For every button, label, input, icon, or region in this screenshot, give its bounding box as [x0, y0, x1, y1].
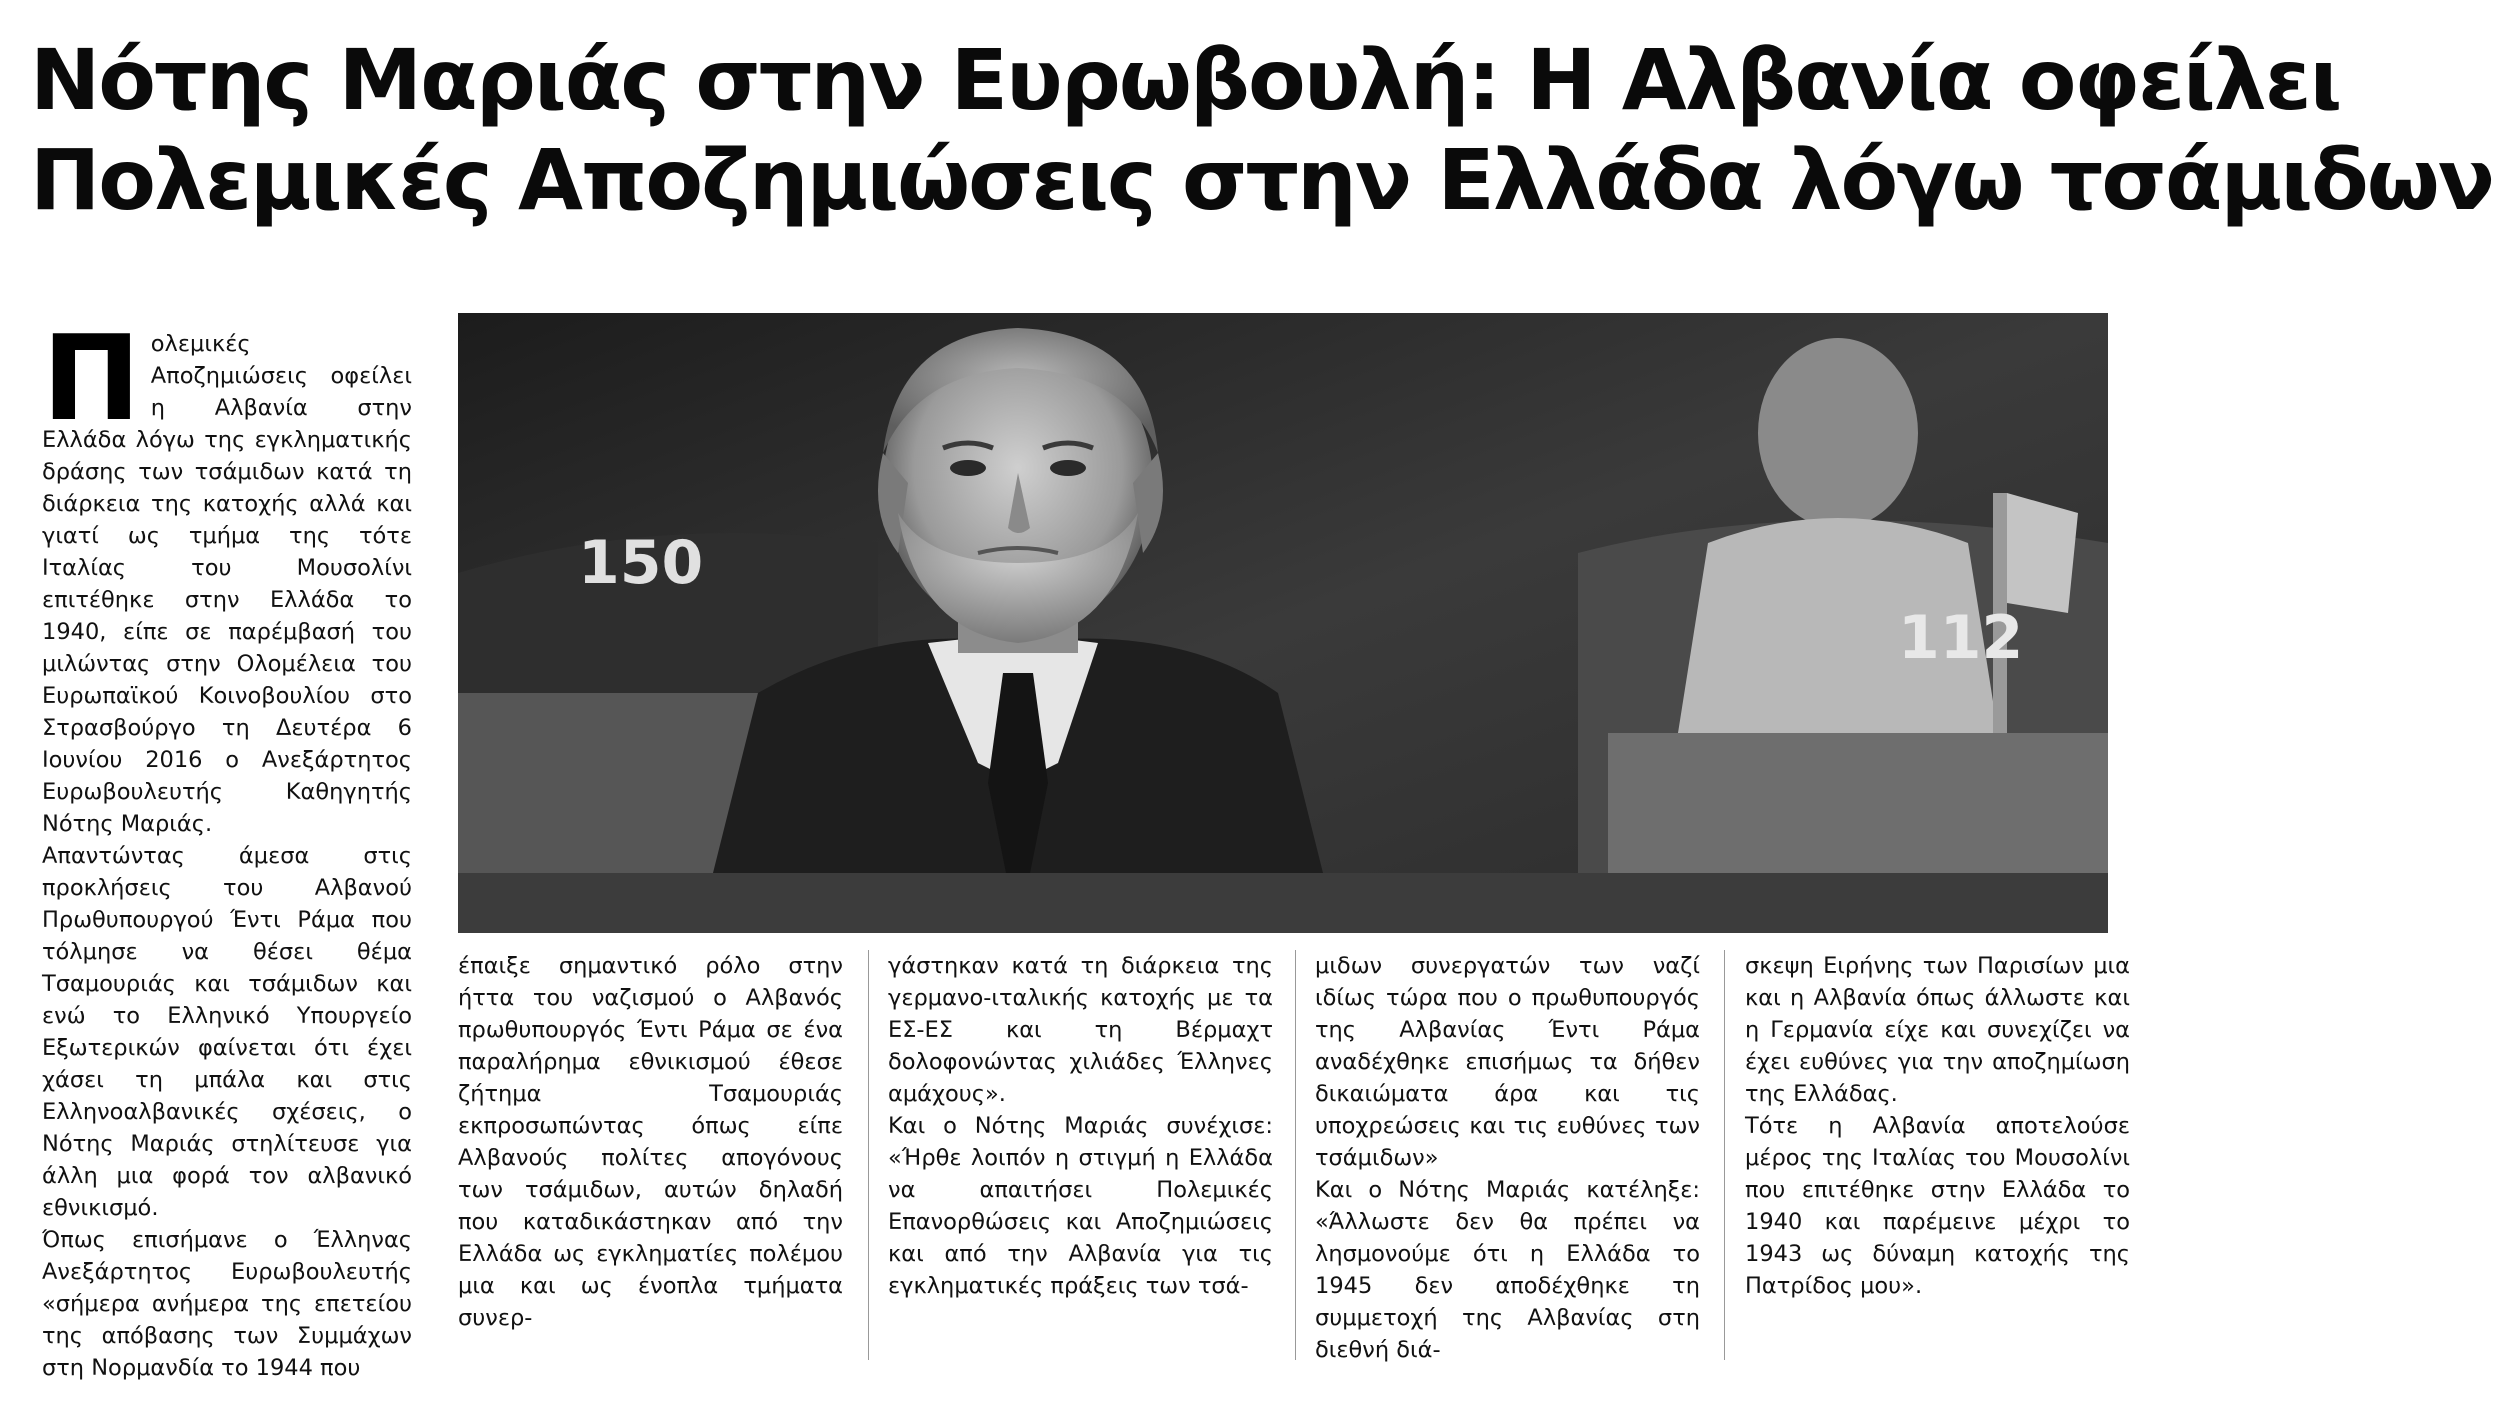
column-divider	[1295, 950, 1296, 1360]
article-paragraph: Τότε η Αλβανία αποτελούσε μέρος της Ιταλίας του Μουσολίνι που επιτέθηκε στην Ελλάδα το 1940 και παρέμεινε μέχρι το 1943 ως δύναμη κατοχής της Πατρίδος μου».	[1745, 1113, 2130, 1299]
article-column-2	[458, 950, 843, 1334]
drop-cap: Π	[42, 309, 141, 447]
article-paragraph: Απαντώντας άμεσα στις προκλήσεις του Αλβανού Πρωθυπουργού Έντι Ράμα που τόλμησε να θέσει θέμα Τσαμουριάς και τσάμιδων και ενώ το Ελληνικό Υπουργείο Εξωτερικών φαίνεται ότι έχει χάσει τη μπάλα και στις Ελληνοαλβανικές σχέσεις, ο Νότης Μαριάς στηλίτευσε για άλλη μια φορά τον αλβανικό εθνικισμό.	[42, 843, 412, 1221]
article-paragraph: έπαιξε σημαντικό ρόλο στην ήττα του ναζισμού ο Αλβανός πρωθυπουργός Έντι Ράμα σε ένα παραλήρημα εθνικισμού έθεσε ζήτημα Τσαμουριάς εκπροσωπώντας όπως είπε Αλβανούς πολίτες απογόνους των τσάμιδων, αυτών δηλαδή που καταδικάστηκαν από την Ελλάδα ως εγκληματίες πολέμου μια και ως ένοπλα τμήματα συνερ-	[458, 953, 843, 1331]
column-divider	[868, 950, 869, 1360]
article-column-1	[42, 309, 412, 1384]
article-paragraph: Και ο Νότης Μαριάς κατέληξε: «Άλλωστε δεν θα πρέπει να λησμονούμε ότι η Ελλάδα το 1945 δεν αποδέχθηκε τη συμμετοχή της Αλβανίας στη διεθνή διά-	[1315, 1177, 1700, 1363]
article-column-3	[888, 950, 1273, 1302]
desk-number-right: 112	[1898, 603, 2024, 673]
article-column-5	[1745, 950, 2130, 1302]
article-paragraph: μιδων συνεργατών των ναζί ιδίως τώρα που ο πρωθυπουργός της Αλβανίας Έντι Ράμα αναδέχθηκε επισήμως τα δήθεν δικαιώματα άρα και τις υποχρεώσεις και τις ευθύνες των τσάμιδων»	[1315, 953, 1700, 1171]
article-photo	[458, 313, 2108, 933]
article-paragraph: γάστηκαν κατά τη διάρκεια της γερμανο-ιταλικής κατοχής με τα ΕΣ-ΕΣ και τη Βέρμαχτ δολοφονώντας χιλιάδες Έλληνες αμάχους».	[888, 953, 1273, 1107]
headline-line-2: Πολεμικές Αποζημιώσεις στην Ελλάδα λόγω τσάμιδων	[30, 131, 2493, 229]
headline	[30, 30, 2493, 230]
article-paragraph: Όπως επισήμανε ο Έλληνας Ανεξάρτητος Ευρωβουλευτής «σήμερα ανήμερα της επετείου της απόβασης των Συμμάχων στη Νορμανδία το 1944 που	[42, 1227, 412, 1381]
article-paragraph: Και ο Νότης Μαριάς συνέχισε: «Ήρθε λοιπόν η στιγμή η Ελλάδα να απαιτήσει Πολεμικές Επανορθώσεις και Αποζημιώσεις και από την Αλβανία για τις εγκληματικές πράξεις των τσά-	[888, 1113, 1273, 1299]
article-paragraph	[42, 309, 412, 840]
paragraph-text: ολεμικές Αποζημιώσεις οφείλει η Αλβανία στην Ελλάδα λόγω της εγκληματικής δράσης των τσάμιδων κατά τη διάρκεια της κατοχής αλλά και γιατί ως τμήμα της τότε Ιταλίας του Μουσολίνι επιτέθηκε στην Ελλάδα το 1940, είπε σε παρέμβασή του μιλώντας στην Ολομέλεια του Ευρωπαϊκού Κοινοβουλίου στο Στρασβούργο τη Δευτέρα 6 Ιουνίου 2016 ο Ανεξάρτητος Ευρωβουλευτής Καθηγητής Νότης Μαριάς.	[42, 331, 412, 837]
desk-number-left: 150	[578, 528, 704, 598]
headline-line-1: Νότης Μαριάς στην Ευρωβουλή: Η Αλβανία οφείλει	[30, 31, 2341, 129]
column-divider	[1724, 950, 1725, 1360]
article-paragraph: σκεψη Ειρήνης των Παρισίων μια και η Αλβανία όπως άλλωστε και η Γερμανία είχε και συνεχίζει να έχει ευθύνες για την αποζημίωση της Ελλάδας.	[1745, 953, 2130, 1107]
article-column-4	[1315, 950, 1700, 1366]
